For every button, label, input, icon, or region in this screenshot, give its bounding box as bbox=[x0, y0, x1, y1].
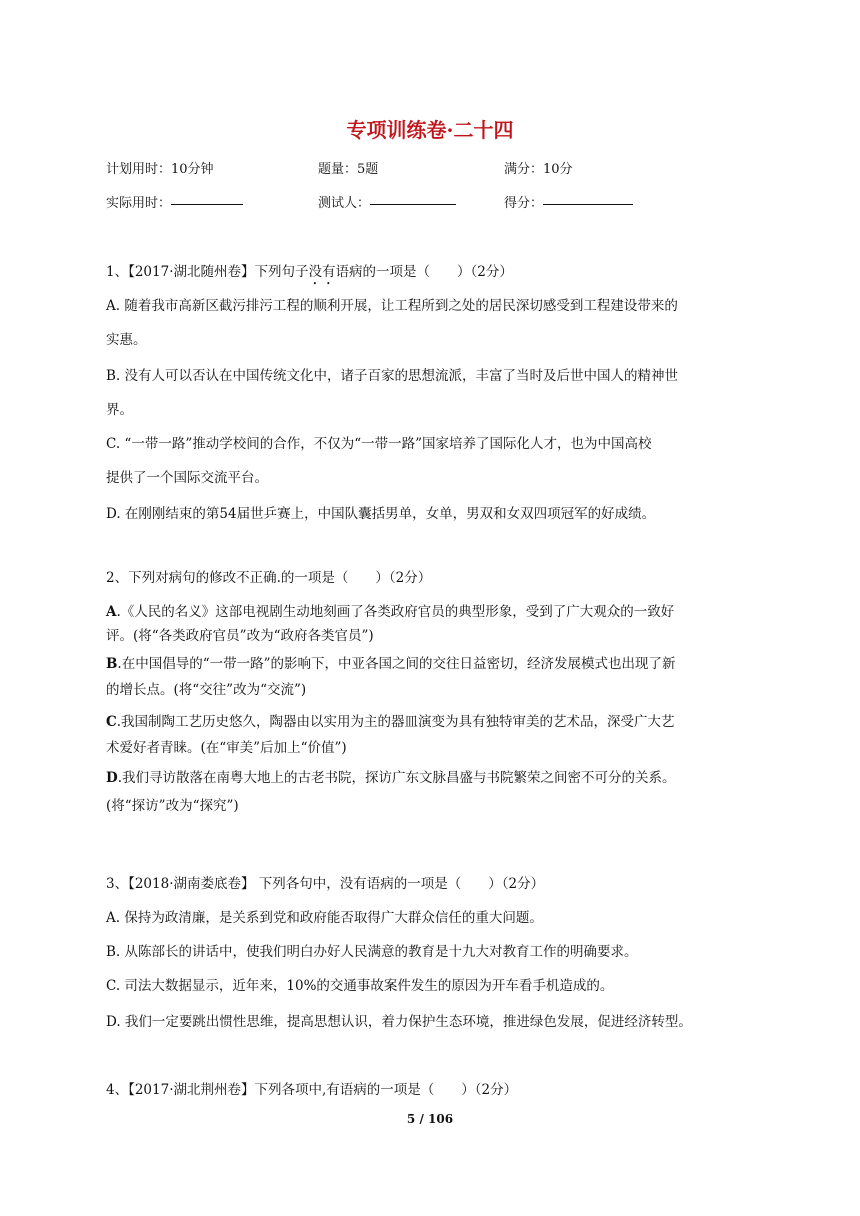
score-label: 得分： bbox=[504, 196, 544, 211]
q1-option-a-line1: A. 随着我市高新区截污排污工程的顺利开展，让工程所到之处的居民深切感受到工程建设带来的 bbox=[106, 298, 678, 314]
q2-option-c-label: C bbox=[106, 714, 117, 730]
q2-option-d-line2: (将“探访”改为“探究”) bbox=[106, 798, 239, 814]
tester-label: 测试人： bbox=[318, 196, 371, 211]
actual-time-label: 实际用时： bbox=[106, 196, 172, 211]
page-title: 专项训练卷·二十四 bbox=[346, 118, 514, 142]
q3-option-c: C. 司法大数据显示，近年来，10%的交通事故案件发生的原因为开车看手机造成的。 bbox=[106, 978, 614, 994]
q2-option-b-line2: 的增长点。(将“交往”改为“交流”) bbox=[106, 682, 307, 698]
q2-stem: 2、下列对病句的修改不正确.的一项是（ ）（2分） bbox=[106, 570, 432, 586]
q1-stem-suffix: 语病的一项是（ ）（2分） bbox=[335, 264, 513, 280]
q1-option-c-line1: C. “一带一路”推动学校间的合作，不仅为“一带一路”国家培养了国际化人才，也为中国高校 bbox=[106, 436, 652, 452]
score-blank bbox=[543, 192, 633, 205]
q1-stem bbox=[106, 260, 756, 288]
page-number: 5 / 106 bbox=[406, 1112, 454, 1126]
q2-option-c-text: .我国制陶工艺历史悠久，陶器由以实用为主的器皿演变为具有独特审美的艺术品，深受广大艺 bbox=[116, 714, 675, 730]
q2-option-d-label: D bbox=[106, 770, 118, 786]
question-count: 题量：5题 bbox=[318, 162, 379, 177]
q2-option-b-label: B bbox=[106, 656, 118, 672]
q1-option-d-line1: D. 在刚刚结束的第54届世乒赛上，中国队囊括男单，女单，男双和女双四项冠军的好成绩。 bbox=[106, 506, 656, 522]
q2-option-c-line1 bbox=[106, 710, 756, 730]
q1-option-b-line2: 界。 bbox=[106, 402, 133, 418]
q3-stem: 3、【2018·湖南娄底卷】 下列各句中，没有语病的一项是（ ）（2分） bbox=[106, 876, 545, 892]
q1-stem-prefix: 1、【2017·湖北随州卷】下列句子 bbox=[106, 264, 309, 280]
q2-option-a-line1 bbox=[106, 600, 756, 620]
actual-time bbox=[106, 192, 171, 211]
q1-option-a-line2: 实惠。 bbox=[106, 332, 147, 348]
q2-option-c-line2: 术爱好者青睐。(在“审美”后加上“价值”) bbox=[106, 740, 347, 756]
q2-option-b-text: .在中国倡导的“一带一路”的影响下，中亚各国之间的交往日益密切，经济发展模式也出现了新 bbox=[117, 656, 676, 672]
q1-option-b-line1: B. 没有人可以否认在中国传统文化中，诸子百家的思想流派，丰富了当时及后世中国人的精神世 bbox=[106, 368, 679, 384]
q2-option-a-label: A bbox=[106, 604, 117, 620]
tester-blank bbox=[370, 192, 456, 205]
q2-option-a-line2: 评。(将“各类政府官员”改为“政府各类官员”) bbox=[106, 628, 374, 644]
q1-option-c-line2: 提供了一个国际交流平台。 bbox=[106, 470, 268, 486]
q2-option-a-text: .《人民的名义》这部电视剧生动地刻画了各类政府官员的典型形象，受到了广大观众的一致好 bbox=[116, 604, 675, 620]
score bbox=[504, 192, 543, 211]
plan-time: 计划用时：10分钟 bbox=[106, 162, 214, 177]
q2-option-d-line1 bbox=[106, 766, 756, 786]
q4-stem: 4、【2017·湖北荆州卷】下列各项中,有语病的一项是（ ）（2分） bbox=[106, 1082, 518, 1098]
q2-option-d-text: .我们寻访散落在南粤大地上的古老书院，探访广东文脉昌盛与书院繁荣之间密不可分的关系。 bbox=[117, 770, 676, 786]
q2-option-b-line1 bbox=[106, 652, 756, 672]
tester bbox=[318, 192, 370, 211]
q3-option-a: A. 保持为政清廉，是关系到党和政府能否取得广大群众信任的重大问题。 bbox=[106, 910, 543, 926]
full-score: 满分：10分 bbox=[504, 162, 573, 177]
q3-option-b: B. 从陈部长的讲话中，使我们明白办好人民满意的教育是十九大对教育工作的明确要求。 bbox=[106, 944, 638, 960]
q3-option-d: D. 我们一定要跳出惯性思维，提高思想认识，着力保护生态环境，推进绿色发展，促进经济转型。 bbox=[106, 1014, 692, 1030]
actual-time-blank bbox=[171, 192, 243, 205]
q1-stem-emphasis: 没有 bbox=[308, 264, 336, 280]
